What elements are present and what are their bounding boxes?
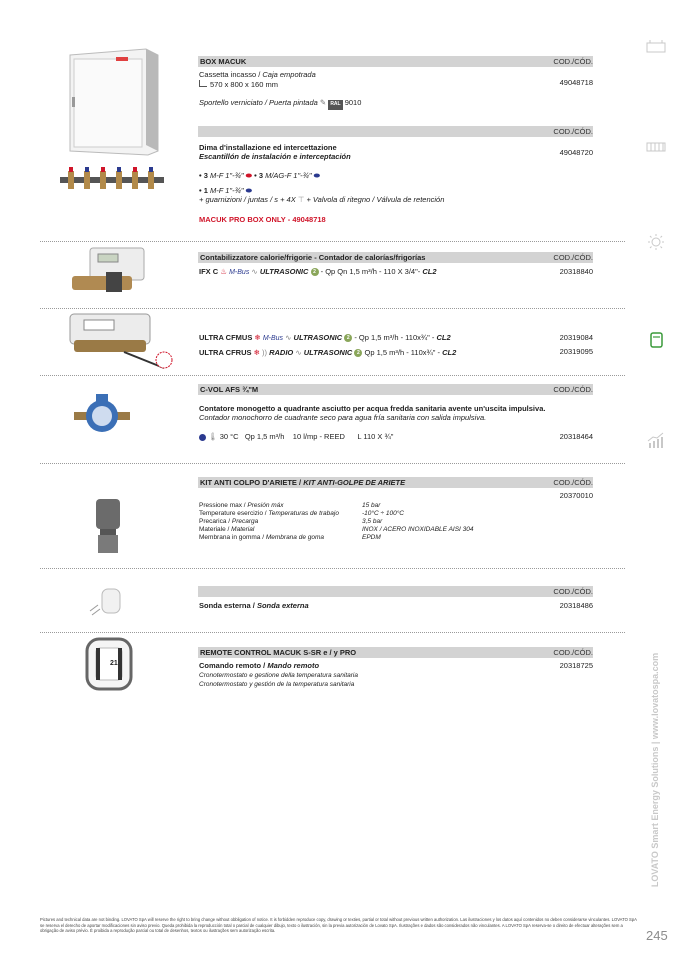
- water-dot-icon: [199, 434, 206, 441]
- ultra-row1: ULTRA CFMUS ❄ M-Bus ∿ ULTRASONIC 2 - Qp 1,5 m³/h - 110x¾" - CL2: [199, 333, 451, 342]
- ultra-row2: ULTRA CFRUS ❄ )) RADIO ∿ ULTRASONIC 2 Qp 1,5 m³/h - 110x¾" - CL2: [199, 348, 457, 357]
- cvol-title-bar: C-VOL AFS ¾"M: [198, 384, 593, 395]
- page-number: 245: [646, 928, 668, 943]
- ral-badge: RAL: [328, 100, 342, 110]
- divider: [40, 241, 625, 242]
- ultra-row1-code: 20319084: [559, 333, 593, 342]
- box-macuk-line1: Cassetta incasso / Caja empotrada: [199, 70, 316, 79]
- fitting-icon: ⊤: [297, 195, 305, 204]
- sonda-code: 20318486: [559, 601, 593, 610]
- remote-line2: Cronotermostato y gestión de la temperatura sanitaria: [199, 681, 355, 688]
- sonda-esterna-image: [88, 587, 126, 617]
- remote-title-bar: REMOTE CONTROL MACUK S-SR e / y PRO: [198, 647, 593, 658]
- mbus-logo: M-Bus: [229, 269, 250, 276]
- kit-code: 20370010: [559, 491, 593, 500]
- contabilizzatore-title-bar: Contabilizzatore calorie/frigorie - Contador de calorías/frigorías: [198, 252, 593, 263]
- cod-label: COD./CÓD.: [553, 385, 593, 394]
- radio-icon: )): [261, 348, 267, 357]
- cod-label: COD./CÓD.: [553, 253, 593, 262]
- radiator-icon: [645, 137, 667, 155]
- cod-label: COD./CÓD.: [553, 587, 593, 596]
- blue-valve-icon: ⬬: [313, 171, 321, 180]
- cvol-code: 20318464: [559, 432, 593, 441]
- ultra-meter-image: [64, 312, 176, 372]
- kit-spec-values: 15 bar -10°C ÷ 100°C 3,5 bar INOX / ACERO INOXIDABLE AISI 304 EPDM: [362, 502, 474, 541]
- cod-label: COD./CÓD.: [553, 57, 593, 66]
- mbus-logo: M-Bus: [262, 335, 284, 342]
- box-macuk-image: [60, 47, 162, 157]
- chart-icon: [645, 432, 667, 450]
- wave-icon: ∿: [251, 267, 258, 276]
- kit-title-bar: KIT ANTI COLPO D'ARIETE / KIT ANTI-GOLPE DE ARIETE: [198, 477, 593, 488]
- box-macuk-code: 49048718: [559, 78, 593, 87]
- wave-icon: ∿: [295, 348, 302, 357]
- thermometer-icon: 🌡: [208, 432, 218, 441]
- dima-line3: + guarnizioni / juntas / s + 4X ⊤ + Valvola di ritegno / Válvula de retención: [199, 195, 445, 204]
- remote-display-value: 21: [110, 660, 118, 667]
- class-2-icon: 2: [354, 349, 362, 357]
- cvol-spec: 🌡 30 °C Qp 1,5 m³/h 10 l/mp - REED L 110 X ¾": [199, 432, 393, 442]
- legal-footer: Pictures and technical data are not binding. LOVATO SpA will reserve the right to bring change without obbligation of notice. It is forbidden reproduce copy, drawing or texties, partial or total without previous written authorization. Las ilustraciones y los datos aquí contenidos no deben considerarse vinculantes. LOVATO SpA se reserva el derecho de aportar modificaciones sin aviso previo. Queda prohibida la reproducción total o parcial de cualquier dibujo, texto o ilustración, sin la previa autorización de Lovato SpA. Ilustrações e dados são considerados não vinculantes. A LOVATO SpA reserva-se o direito de efectuar alterações sem a obrigação de aviso prévio. É proibida a reprodução parcial ou total de desenhos, textos ou ilustrações sem autorização escrita.: [40, 917, 637, 934]
- cvol-desc-es: Contador monochorro de cuadrante seco para agua fría sanitaria con salida impulsiva.: [199, 413, 487, 422]
- box-macuk-title-bar: BOX MACUK: [198, 56, 593, 67]
- brush-icon: ✎: [319, 98, 327, 107]
- sun-icon: [645, 233, 667, 251]
- battery-icon: [645, 38, 667, 56]
- box-icon: [645, 331, 667, 349]
- wave-icon: ∿: [285, 333, 292, 342]
- dima-title-es: Escantillón de instalación e interceptación: [199, 152, 351, 161]
- contabilizzatore-spec: IFX C ♨ M-Bus ∿ ULTRASONIC 2 - Qp Qn 1,5 m³/h - 110 X 3/4"- CL2: [199, 267, 437, 276]
- box-macuk-line2: Sportello verniciato / Puerta pintada ✎ RAL 9010: [199, 98, 361, 110]
- dima-line2: • 1 M-F 1"-¾" ⬬: [199, 186, 253, 195]
- kit-spec-labels: Pressione max / Presión máx Temperature esercizio / Temperaturas de trabajo Precarica / Precarga Materiale / Material Membrana in gomma / Membrana de goma: [199, 502, 339, 541]
- cod-label: COD./CÓD.: [553, 127, 593, 136]
- blue-valve-icon: ⬬: [245, 186, 253, 195]
- sonda-title: Sonda esterna / Sonda externa: [199, 601, 309, 610]
- dima-code: 49048720: [559, 148, 593, 157]
- snowflake-flame-icon: ❄: [254, 333, 261, 342]
- box-macuk-dims: 570 x 800 x 160 mm: [199, 80, 278, 90]
- snowflake-flame-icon: ❄: [253, 348, 260, 357]
- divider: [40, 632, 625, 633]
- cod-label: COD./CÓD.: [553, 478, 593, 487]
- contabilizzatore-code: 20318840: [559, 267, 593, 276]
- divider: [40, 308, 625, 309]
- contabilizzatore-image: [70, 246, 150, 298]
- kit-anti-ariete-image: [92, 497, 124, 555]
- class-2-icon: 2: [344, 334, 352, 342]
- cvol-desc-it: Contatore monogetto a quadrante asciutto per acqua fredda sanitaria avente un'uscita impulsiva.: [199, 404, 546, 413]
- cod-label: COD./CÓD.: [553, 648, 593, 657]
- divider: [40, 568, 625, 569]
- dima-title-it: Dima d'installazione ed intercettazione: [199, 143, 337, 152]
- remote-line1: Cronotermostato e gestione della temperatura sanitaria: [199, 672, 358, 679]
- ultra-row2-code: 20319095: [559, 347, 593, 356]
- red-valve-icon: ⬬: [245, 171, 253, 180]
- dima-promo: MACUK PRO BOX ONLY - 49048718: [199, 215, 326, 224]
- remote-code: 20318725: [559, 661, 593, 670]
- divider: [40, 375, 625, 376]
- class-2-icon: 2: [311, 268, 319, 276]
- dima-image: [58, 165, 166, 195]
- divider: [40, 463, 625, 464]
- vertical-brand-text: LOVATO Smart Energy Solutions | www.lovatospa.com: [650, 652, 660, 888]
- remote-subtitle: Comando remoto / Mando remoto: [199, 661, 320, 670]
- dimension-icon: [199, 80, 207, 87]
- flame-icon: ♨: [220, 267, 227, 276]
- cvol-meter-image: [72, 390, 132, 442]
- dima-line1: • 3 M-F 1"-¾" ⬬ • 3 M/AG-F 1"-¾" ⬬: [199, 171, 321, 180]
- remote-control-image: [84, 636, 134, 692]
